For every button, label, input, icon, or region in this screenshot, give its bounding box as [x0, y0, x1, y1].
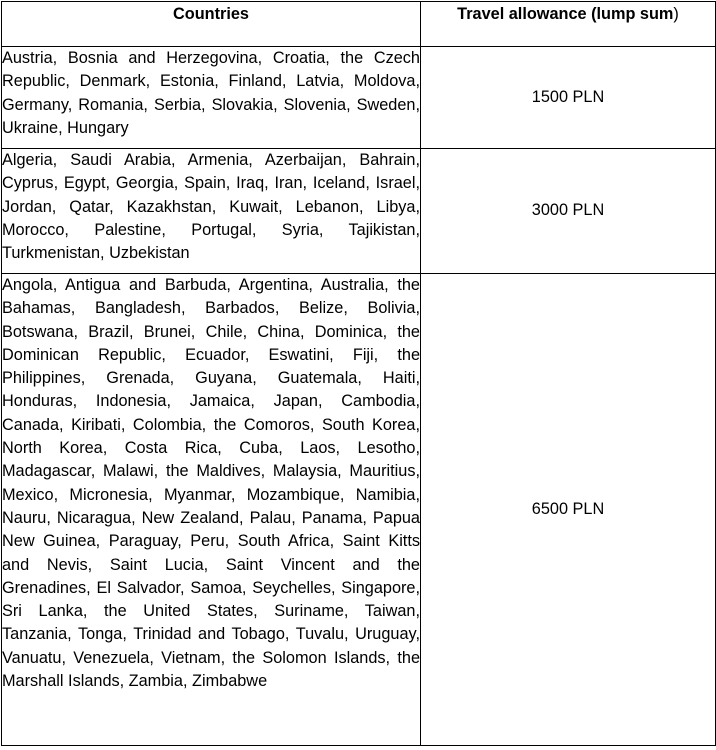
countries-cell: Austria, Bosnia and Herzegovina, Croatia, the Czech Republic, Denmark, Estonia, Finland, Latvia, Moldova, Germany, Romania, Serbia, Slovakia, Slovenia, Sweden, Ukraine, Hungary: [2, 47, 421, 149]
countries-header: [2, 2, 421, 47]
table-row: [2, 274, 716, 746]
table-row: [2, 149, 716, 274]
allowance-header: [421, 2, 716, 47]
allowance-header-paren: ): [673, 5, 679, 23]
table-body: [2, 47, 716, 746]
amount-cell: 3000 PLN: [421, 149, 716, 274]
countries-cell: Algeria, Saudi Arabia, Armenia, Azerbaijan, Bahrain, Cyprus, Egypt, Georgia, Spain, Iraq, Iran, Iceland, Israel, Jordan, Qatar, Kazakhstan, Kuwait, Lebanon, Libya, Morocco, Palestine, Portugal, Syria, Tajikistan, Turkmenistan, Uzbekistan: [2, 149, 421, 274]
header-row: [2, 2, 716, 47]
allowance-header-label: Travel allowance (lump sum: [457, 5, 674, 23]
amount-cell: 6500 PLN: [421, 274, 716, 746]
countries-cell: Angola, Antigua and Barbuda, Argentina, Australia, the Bahamas, Bangladesh, Barbados, Belize, Bolivia, Botswana, Brazil, Brunei, Chile, China, Dominica, the Dominican Republic, Ecuador, Eswatini, Fiji, the Philippines, Grenada, Guyana, Guatemala, Haiti, Honduras, Indonesia, Jamaica, Japan, Cambodia, Canada, Kiribati, Colombia, the Comoros, South Korea, North Korea, Costa Rica, Cuba, Laos, Lesotho, Madagascar, Malawi, the Maldives, Malaysia, Mauritius, Mexico, Micronesia, Myanmar, Mozambique, Namibia, Nauru, Nicaragua, New Zealand, Palau, Panama, Papua New Guinea, Paraguay, Peru, South Africa, Saint Kitts and Nevis, Saint Lucia, Saint Vincent and the Grenadines, El Salvador, Samoa, Seychelles, Singapore, Sri Lanka, the United States, Suriname, Taiwan, Tanzania, Tonga, Trinidad and Tobago, Tuvalu, Uruguay, Vanuatu, Venezuela, Vietnam, the Solomon Islands, the Marshall Islands, Zambia, Zimbabwe: [2, 274, 421, 746]
amount-cell: 1500 PLN: [421, 47, 716, 149]
table-row: [2, 47, 716, 149]
table-header: [2, 2, 716, 47]
countries-header-label: Countries: [173, 5, 249, 23]
travel-allowance-table: [1, 1, 716, 746]
